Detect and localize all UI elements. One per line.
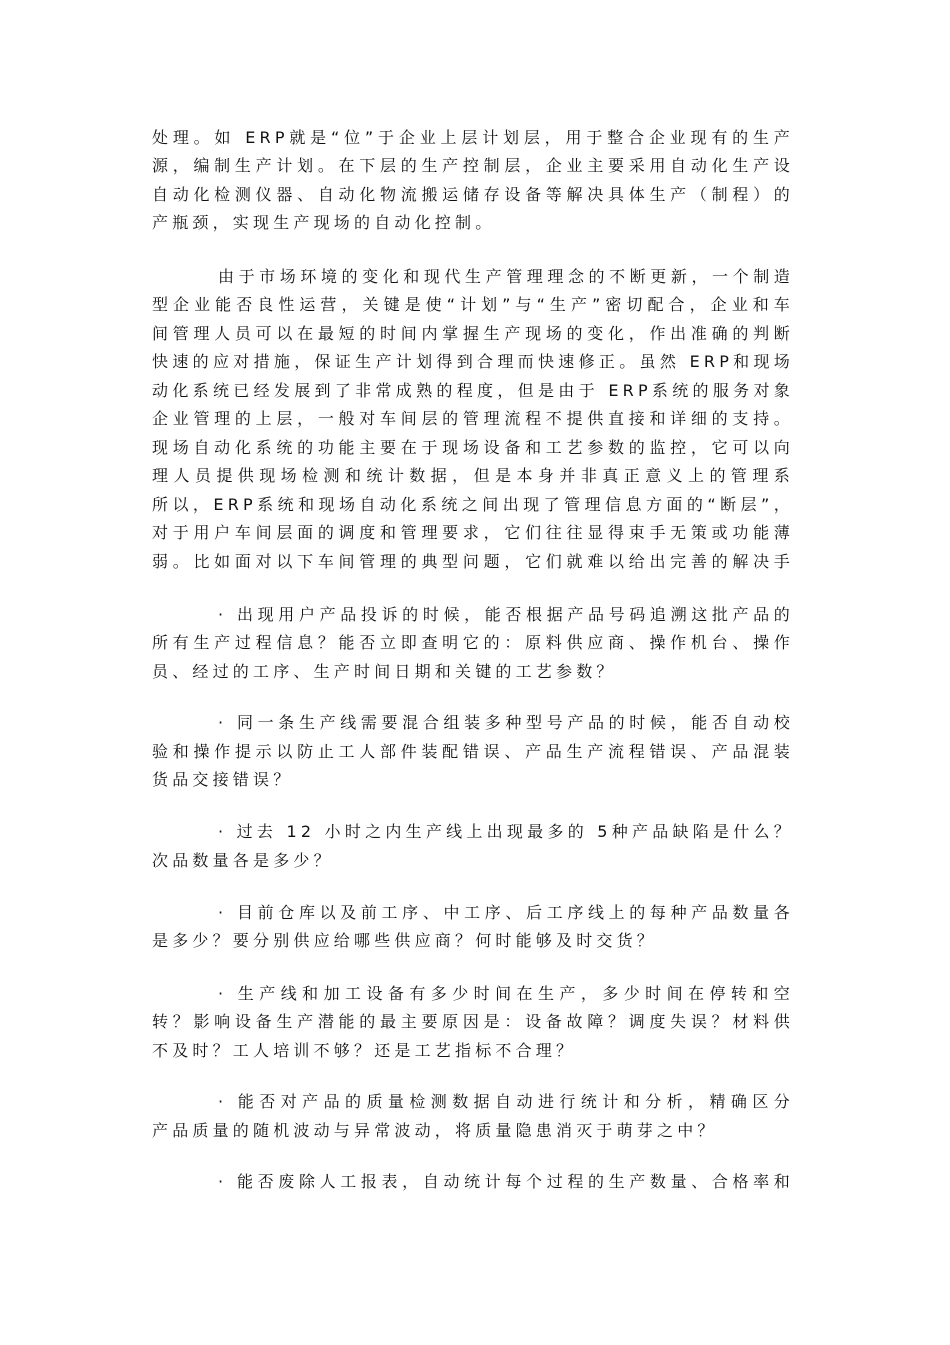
bullet-line: 次品数量各是多少？ <box>152 851 334 870</box>
paragraph-line: 对于用户车间层面的调度和管理要求，它们往往显得束手无策或功能薄 <box>152 523 794 542</box>
paragraph-line: 企业管理的上层，一般对车间层的管理流程不提供直接和详细的支持。 <box>152 409 794 428</box>
bullet-line: 员、经过的工序、生产时间日期和关键的工艺参数？ <box>152 662 617 681</box>
bullet-line: · 能否废除人工报表，自动统计每个过程的生产数量、合格率和 <box>218 1172 794 1191</box>
bullet-line: 所有生产过程信息？能否立即查明它的：原料供应商、操作机台、操作 <box>152 633 794 652</box>
bullet-line: 货品交接错误？ <box>152 770 294 789</box>
paragraph-line: 理人员提供现场检测和统计数据，但是本身并非真正意义上的管理系 <box>152 466 794 485</box>
bullet-line: · 能否对产品的质量检测数据自动进行统计和分析，精确区分 <box>218 1092 794 1111</box>
paragraph-line: 弱。比如面对以下车间管理的典型问题，它们就难以给出完善的解决手 <box>152 552 794 571</box>
paragraph-line: 动化系统已经发展到了非常成熟的程度，但是由于 ERP系统的服务对象 <box>152 381 794 400</box>
bullet-line: 是多少？要分别供应给哪些供应商？何时能够及时交货？ <box>152 931 658 950</box>
paragraph-line: 快速的应对措施，保证生产计划得到合理而快速修正。虽然 ERP和现场 <box>152 352 794 371</box>
bullet-line: · 过去 12 小时之内生产线上出现最多的 5种产品缺陷是什么？ <box>218 822 794 841</box>
bullet-line: · 目前仓库以及前工序、中工序、后工序线上的每种产品数量各 <box>218 903 794 922</box>
bullet-line: 验和操作提示以防止工人部件装配错误、产品生产流程错误、产品混装 <box>152 742 794 761</box>
paragraph-line: 处理。如 ERP就是“位”于企业上层计划层，用于整合企业现有的生产 <box>152 128 794 147</box>
paragraph-line: 所以，ERP系统和现场自动化系统之间出现了管理信息方面的“断层”， <box>152 495 794 514</box>
paragraph-line: 由于市场环境的变化和现代生产管理理念的不断更新，一个制造 <box>218 267 794 286</box>
paragraph-line: 间管理人员可以在最短的时间内掌握生产现场的变化，作出准确的判断 <box>152 324 794 343</box>
bullet-line: 转？影响设备生产潜能的最主要原因是：设备故障？调度失误？材料供 <box>152 1012 794 1031</box>
paragraph-line: 自动化检测仪器、自动化物流搬运储存设备等解决具体生产（制程）的 <box>152 185 794 204</box>
bullet-line: · 出现用户产品投诉的时候，能否根据产品号码追溯这批产品的 <box>218 605 794 624</box>
bullet-line: 产品质量的随机波动与异常波动，将质量隐患消灭于萌芽之中？ <box>152 1121 718 1140</box>
paragraph-line: 型企业能否良性运营，关键是使“计划”与“生产”密切配合，企业和车 <box>152 295 794 314</box>
paragraph-line: 产瓶颈，实现生产现场的自动化控制。 <box>152 213 496 232</box>
bullet-line: · 同一条生产线需要混合组装多种型号产品的时候，能否自动校 <box>218 713 794 732</box>
bullet-line: · 生产线和加工设备有多少时间在生产，多少时间在停转和空 <box>218 984 794 1003</box>
paragraph-line: 源，编制生产计划。在下层的生产控制层，企业主要采用自动化生产设 <box>152 156 794 175</box>
bullet-line: 不及时？工人培训不够？还是工艺指标不合理？ <box>152 1041 577 1060</box>
paragraph-line: 现场自动化系统的功能主要在于现场设备和工艺参数的监控，它可以向 <box>152 438 794 457</box>
